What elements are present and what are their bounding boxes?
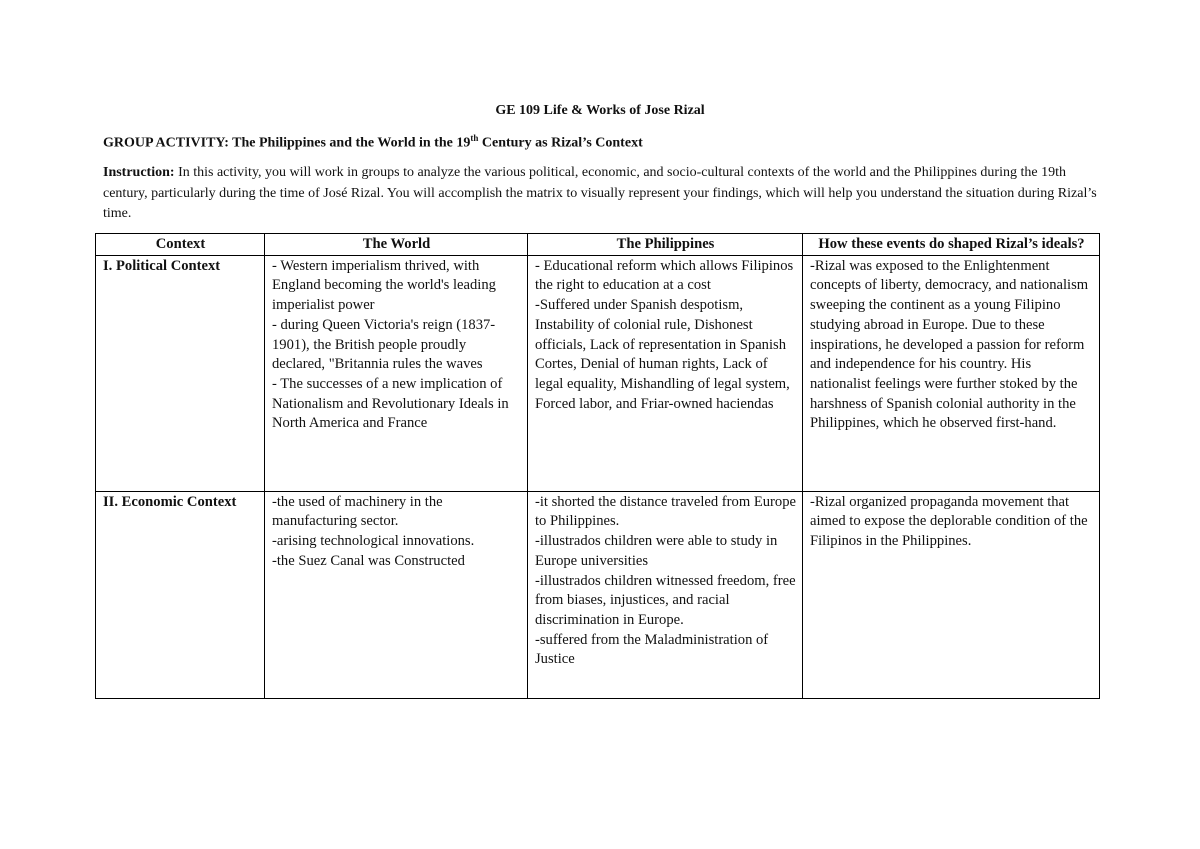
cell-text: - Western imperialism thrived, with England becoming the world's leading imperialist power (272, 257, 496, 314)
activity-label: GROUP ACTIVITY: (103, 135, 229, 151)
instruction-text: In this activity, you will work in groups to analyze the various political, economic, and socio-cultural contexts of the world and the Philippines during the 19th century, particularly during the time of José Rizal. You will accomplish the matrix to visually represent your findings, which will help you understand the situation during Rizal’s time. (103, 165, 1097, 221)
context-matrix-table (95, 233, 1100, 699)
cell-text: -illustrados children were able to study in Europe universities (535, 533, 778, 569)
world-cell (265, 491, 528, 698)
activity-heading (103, 133, 1103, 152)
cell-text: - during Queen Victoria's reign (1837-1901), the British people proudly declared, "Britannia rules the waves (272, 316, 496, 373)
header-context: Context (96, 234, 265, 256)
world-cell (265, 255, 528, 491)
header-philippines: The Philippines (528, 234, 803, 256)
cell-text: -Rizal organized propaganda movement that aimed to expose the deplorable condition of the Filipinos in the Philippines. (810, 493, 1088, 550)
cell-text: -Rizal was exposed to the Enlightenment concepts of liberty, democracy, and nationalism sweeping the continent as a young Filipino studying abroad in Europe. Due to these inspirations, he developed a passion for reform and independence for his country. His nationalist feelings were further stoked by the harshness of Spanish colonial authority in the Philippines, which he observed first-hand. (810, 257, 1089, 432)
row-context-label: I. Political Context (96, 255, 265, 491)
cell-text: -arising technological innovations. (272, 533, 475, 550)
header-world: The World (265, 234, 528, 256)
table-header-row (96, 234, 1100, 256)
table-row (96, 491, 1100, 698)
cell-text: - Educational reform which allows Filipinos the right to education at a cost (535, 257, 794, 294)
cell-text: - The successes of a new implication of Nationalism and Revolutionary Ideals in North America and France (272, 375, 509, 432)
activity-title-sup: th (470, 133, 479, 143)
instruction-paragraph (103, 163, 1103, 225)
document-title: GE 109 Life & Works of Jose Rizal (495, 103, 705, 118)
philippines-cell (528, 491, 803, 698)
row-context-label: II. Economic Context (96, 491, 265, 698)
cell-text: -the Suez Canal was Constructed (272, 552, 465, 569)
cell-text: -illustrados children witnessed freedom, free from biases, injustices, and racial discrimination in Europe. (535, 572, 796, 628)
cell-text: -suffered from the Maladministration of Justice (535, 631, 769, 668)
cell-text: -Suffered under Spanish despotism, Instability of colonial rule, Dishonest officials, Lack of representation in Spanish Cortes, Denial of human rights, Lack of legal equality, Mishandling of legal system, Forced labor, and Friar-owned haciendas (535, 297, 790, 412)
instruction-label: Instruction: (103, 165, 175, 180)
philippines-cell (528, 255, 803, 491)
rizal-ideals-cell (803, 491, 1100, 698)
cell-text: -it shorted the distance traveled from Europe to Philippines. (535, 493, 796, 530)
activity-title-part1: The Philippines and the World in the 19 (228, 135, 471, 151)
table-row (96, 255, 1100, 491)
cell-text: -the used of machinery in the manufacturing sector. (272, 493, 443, 530)
rizal-ideals-cell (803, 255, 1100, 491)
activity-title-part2: Century as Rizal’s Context (478, 135, 643, 151)
header-rizal-ideals: How these events do shaped Rizal’s ideals? (803, 234, 1100, 256)
